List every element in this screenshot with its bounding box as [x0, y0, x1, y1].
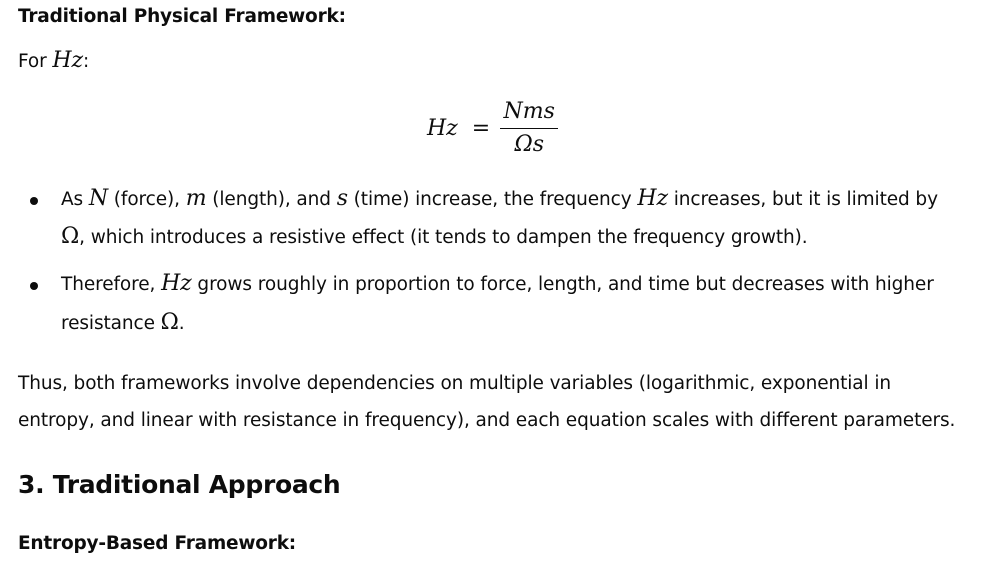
equation-lhs: Hz [427, 115, 458, 141]
text: (length), and [206, 189, 337, 210]
summary-paragraph-line-1: Thus, both frameworks involve dependencies on multiple variables (logarithmic, exponential in [18, 373, 892, 394]
text: . [178, 313, 185, 334]
text: resistance [61, 313, 161, 334]
text: (time) increase, the frequency [347, 189, 638, 210]
text: , which introduces a resistive effect (it tends to dampen the frequency growth). [79, 227, 808, 248]
hz-variable: Hz [52, 48, 83, 73]
text: Therefore, [61, 274, 162, 295]
math-var: m [185, 186, 207, 211]
equation-fraction [500, 100, 558, 157]
bullet-1-line-1 [61, 186, 938, 211]
math-var: s [336, 186, 348, 211]
text: As [61, 189, 89, 210]
bullet-icon [30, 282, 38, 290]
math-var: Hz [637, 186, 668, 211]
bullet-icon [30, 197, 38, 205]
bullet-2-line-1 [61, 271, 934, 296]
for-prefix: For [18, 51, 53, 72]
summary-paragraph-line-2: entropy, and linear with resistance in frequency), and each equation scales with different parameters. [18, 410, 956, 431]
math-var: Ω [61, 224, 80, 249]
math-var: Hz [161, 271, 192, 296]
math-var: Ω [160, 310, 179, 335]
bullet-2-line-2 [61, 310, 185, 335]
text: (force), [108, 189, 186, 210]
for-hz-line [18, 48, 89, 73]
text: grows roughly in proportion to force, length, and time but decreases with higher [191, 274, 934, 295]
heading-traditional-physical-framework: Traditional Physical Framework: [18, 6, 346, 27]
heading-entropy-based-framework: Entropy-Based Framework: [18, 533, 297, 554]
section-heading-traditional-approach: 3. Traditional Approach [18, 470, 341, 499]
for-suffix: : [82, 51, 90, 72]
equation-equals: = [471, 115, 491, 141]
equation-numerator: Nms [503, 98, 555, 124]
equation-denominator: Ωs [514, 131, 544, 157]
math-var: N [88, 186, 109, 211]
frequency-equation [427, 96, 558, 160]
bullet-1-line-2 [61, 224, 808, 249]
text: increases, but it is limited by [667, 189, 938, 210]
